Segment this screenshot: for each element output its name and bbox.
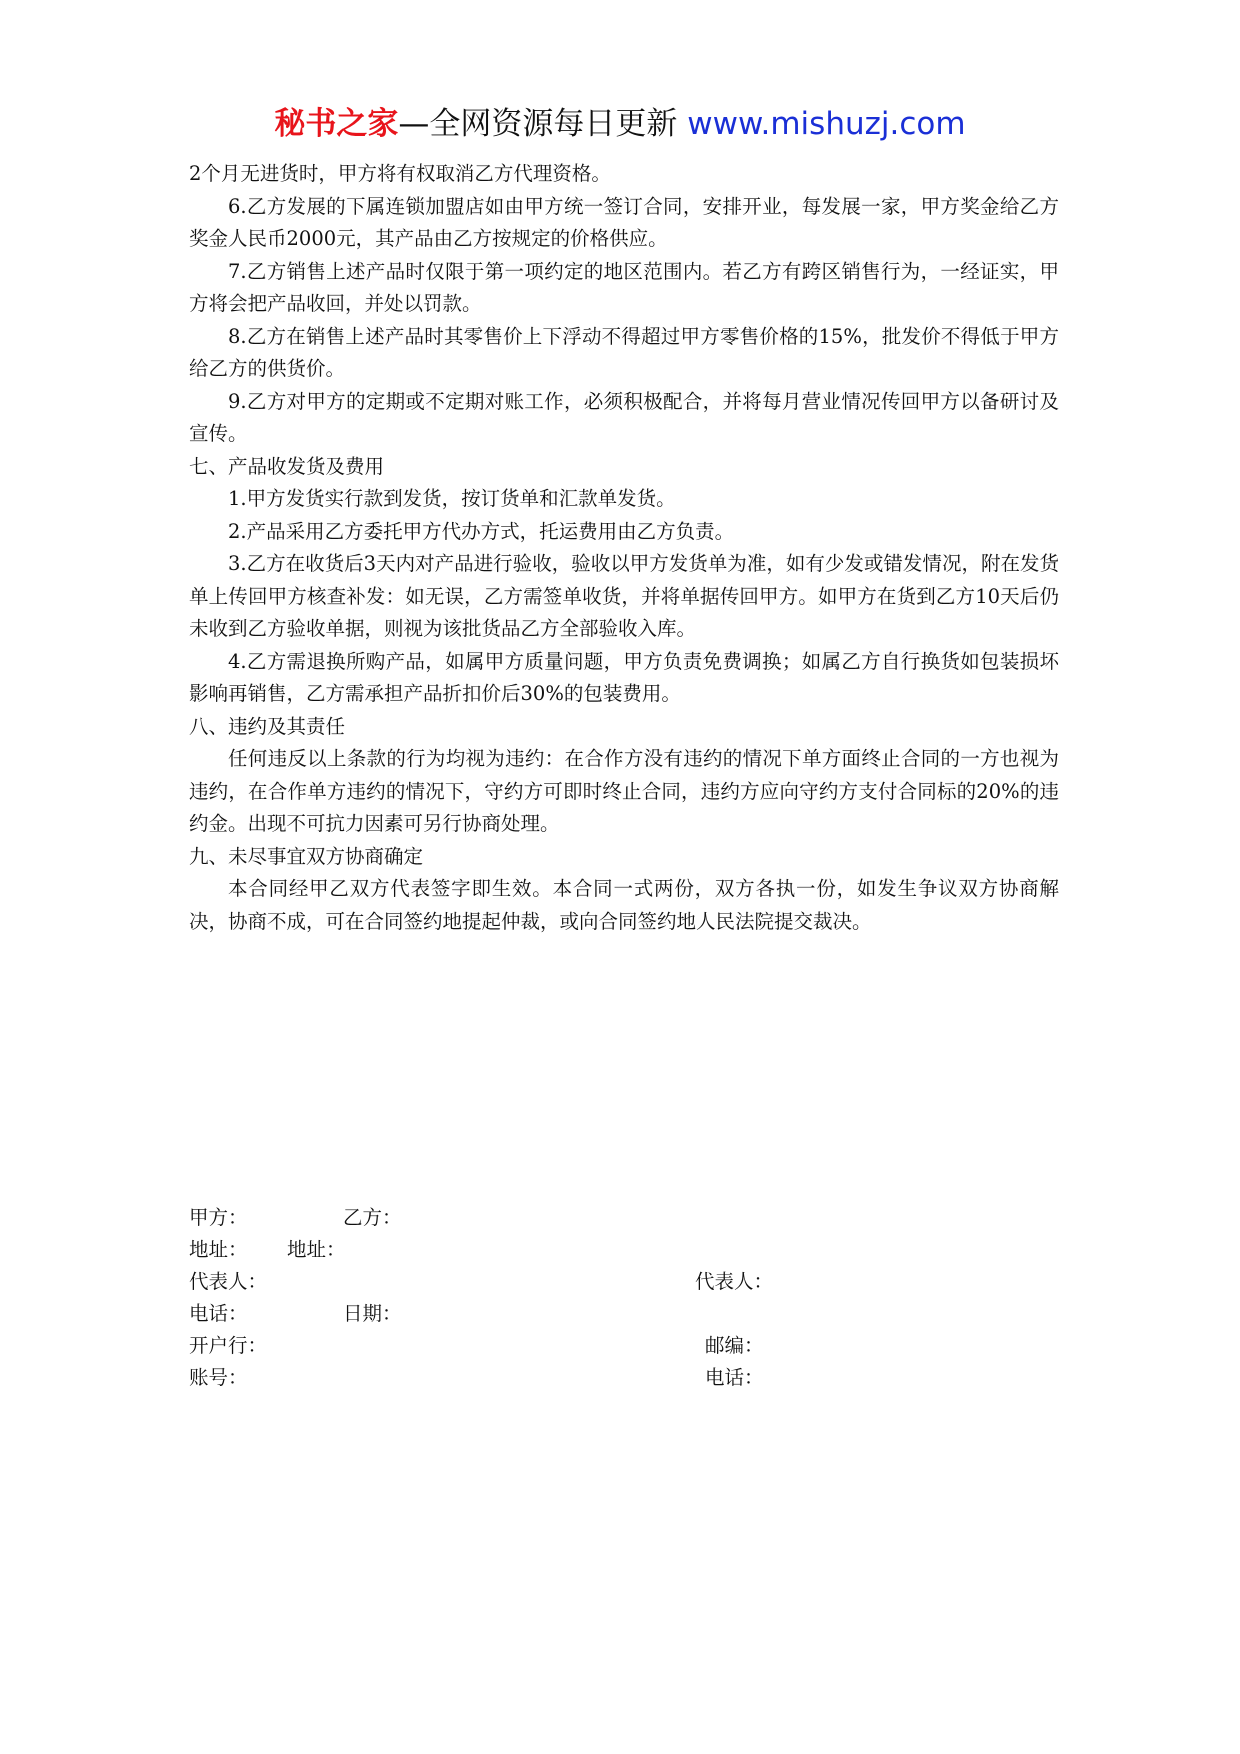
section-heading-9: 九、未尽事宜双方协商确定 [189,844,424,868]
representative-a-label: 代表人： [189,1270,268,1293]
clause-7-1: 1.甲方发货实行款到发货，按订货单和汇款单发货。 [228,487,676,510]
phone-a-label: 电话： [189,1302,248,1325]
clause-6: 6.乙方发展的下属连锁加盟店如由甲方统一签订合同，安排开业，每发展一家，甲方奖金给乙方奖金人民币2000元，其产品由乙方按规定的价格供应。 [189,194,1059,250]
section-heading-8: 八、违约及其责任 [189,714,346,738]
header-tagline: —全网资源每日更新 [398,106,678,142]
paragraph: 2个月无进货时，甲方将有权取消乙方代理资格。 [189,162,611,185]
final-clause: 本合同经甲乙双方代表签字即生效。本合同一式两份，双方各执一份，如发生争议双方协商解决，协商不成，可在合同签约地提起仲裁，或向合同签约地人民法院提交裁决。 [189,877,1059,933]
signature-row-phone-date [189,1298,1059,1330]
clause-7-3: 3.乙方在收货后3天内对产品进行验收，验收以甲方发货单为准，如有少发或错发情况，附在发货单上传回甲方核查补发：如无误，乙方需签单收货，并将单据传回甲方。如甲方在货到乙方10天后仍未收到乙方验收单据，则视为该批货品乙方全部验收入库。 [189,552,1059,640]
party-b-label: 乙方： [343,1206,402,1229]
account-label: 账号： [189,1366,248,1389]
signature-row-representative [189,1266,1059,1298]
signature-row-address [189,1234,1059,1266]
brand-name: 秘书之家 [274,106,399,142]
signature-row-bank [189,1330,1059,1362]
clause-7: 7.乙方销售上述产品时仅限于第一项约定的地区范围内。若乙方有跨区销售行为，一经证实，甲方将会把产品收回，并处以罚款。 [189,259,1059,315]
site-url[interactable]: www.mishuzj.com [687,106,966,142]
signature-row-account [189,1362,1059,1394]
signature-row-parties [189,1202,1059,1234]
clause-9: 9.乙方对甲方的定期或不定期对账工作，必须积极配合，并将每月营业情况传回甲方以备研讨及宣传。 [189,389,1059,445]
address-b-label: 地址： [287,1238,346,1261]
date-label: 日期： [343,1302,402,1325]
party-a-label: 甲方： [189,1206,248,1229]
clause-8: 8.乙方在销售上述产品时其零售价上下浮动不得超过甲方零售价格的15%，批发价不得低于甲方给乙方的供货价。 [189,324,1059,380]
breach-clause: 任何违反以上条款的行为均视为违约：在合作方没有违约的情况下单方面终止合同的一方也视为违约，在合作单方违约的情况下，守约方可即时终止合同，违约方应向守约方支付合同标的20%的违约金。出现不可抗力因素可另行协商处理。 [189,747,1059,835]
contract-body [189,158,1059,938]
representative-b-label: 代表人： [695,1270,774,1293]
phone-b-label: 电话： [705,1366,764,1389]
clause-7-2: 2.产品采用乙方委托甲方代办方式，托运费用由乙方负责。 [228,519,735,543]
clause-7-4: 4.乙方需退换所购产品，如属甲方质量问题，甲方负责免费调换；如属乙方自行换货如包装损坏影响再销售，乙方需承担产品折扣价后30%的包装费用。 [189,649,1059,705]
section-heading-7: 七、产品收发货及费用 [189,454,385,478]
bank-label: 开户行： [189,1334,268,1357]
postcode-label: 邮编： [705,1334,764,1357]
address-a-label: 地址： [189,1238,248,1261]
site-header [0,102,1240,146]
